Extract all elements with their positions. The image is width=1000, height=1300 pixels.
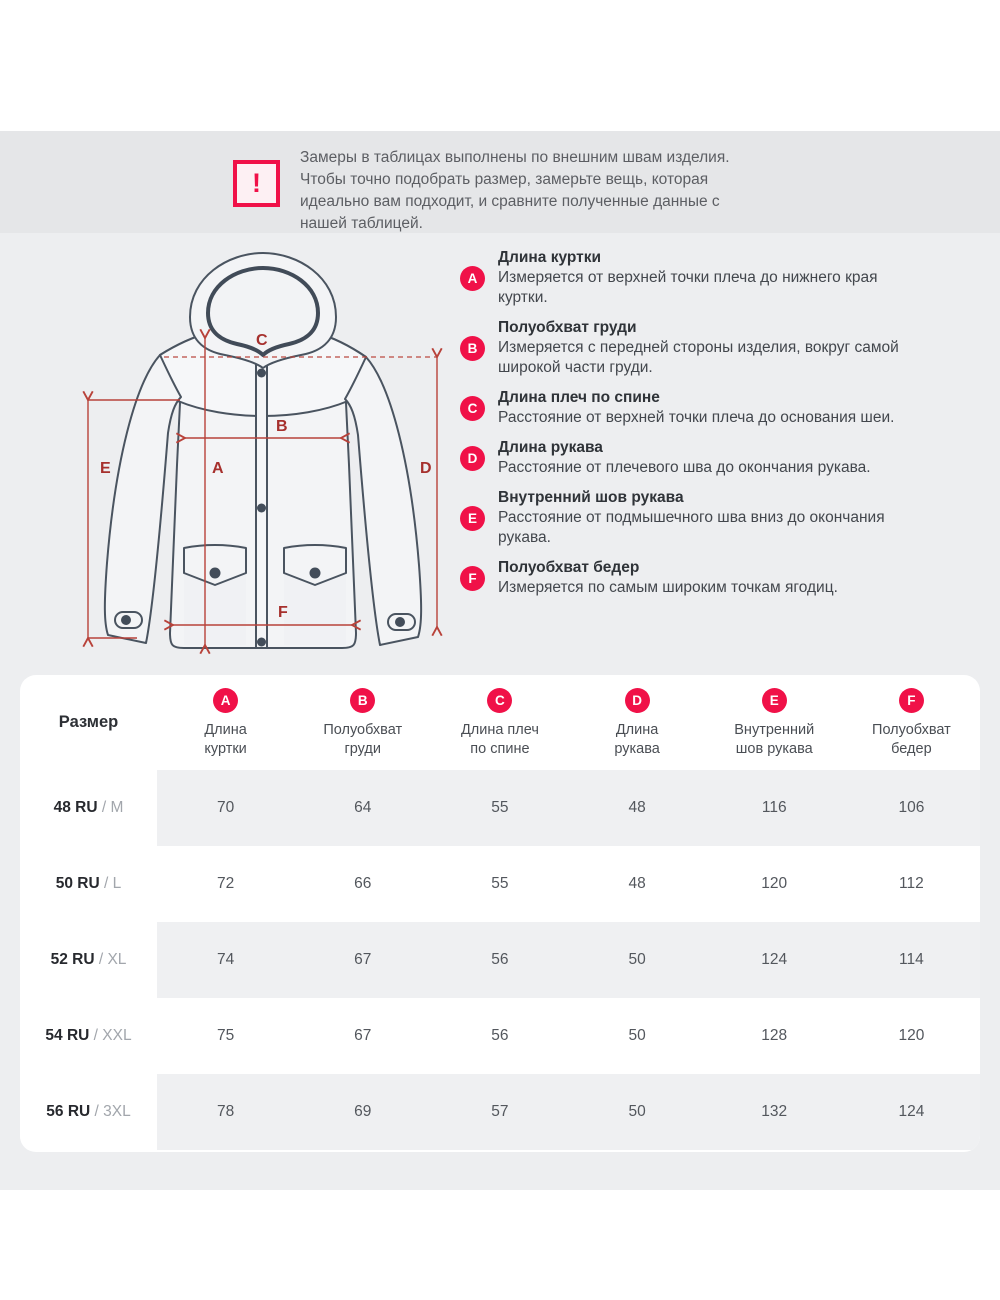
legend-title-e: Внутренний шов рукава — [498, 489, 684, 506]
legend-title-a: Длина куртки — [498, 249, 602, 266]
badge-a: A — [213, 688, 238, 713]
cell-value: 55 — [491, 875, 509, 892]
measure-label-B: B — [276, 418, 288, 435]
legend-desc-e: Расстояние от подмышечного шва вниз до окончания рукава. — [498, 509, 885, 546]
cell-value: 56 — [491, 951, 509, 968]
badge-d: D — [460, 446, 485, 471]
button-bottom — [257, 638, 266, 647]
legend-title-b: Полуобхват груди — [498, 319, 637, 336]
notice-line-2: Чтобы точно подобрать размер, замерьте вещь, которая идеально вам подходит, и сравните полученные данные с нашей таблицей. — [300, 171, 720, 232]
column-label-e: Внутренний шов рукава — [734, 722, 815, 757]
cell-value: 72 — [216, 875, 235, 892]
cell-value: 69 — [354, 1103, 372, 1120]
size-intl: / 3XL — [94, 1103, 131, 1120]
legend-title-c: Длина плеч по спине — [498, 389, 660, 406]
cell-value: 120 — [761, 875, 788, 892]
size-ru: 54 RU — [45, 1027, 90, 1044]
table-row — [20, 1074, 980, 1150]
cell-value: 78 — [216, 1103, 235, 1120]
cell-value: 124 — [761, 951, 788, 968]
cell-value: 56 — [491, 1027, 509, 1044]
cuff-button-right — [395, 617, 405, 627]
pocket-button-right — [310, 568, 321, 579]
cell-value: 64 — [354, 799, 372, 816]
legend-desc-a: Измеряется от верхней точки плеча до нижнего края куртки. — [498, 269, 878, 306]
legend-item-f — [460, 558, 980, 598]
pocket-button-left — [210, 568, 221, 579]
column-label-b: Полуобхват груди — [323, 722, 403, 757]
row-size-label — [20, 799, 157, 817]
cell-value: 116 — [761, 799, 787, 816]
badge-e: E — [460, 506, 485, 531]
cell-value: 74 — [216, 951, 235, 968]
cell-value: 50 — [628, 951, 646, 968]
sleeve-right — [345, 357, 421, 645]
legend-item-d — [460, 438, 980, 478]
column-header-e — [706, 675, 843, 770]
column-header-c — [431, 675, 568, 770]
cell-value: 114 — [899, 951, 924, 968]
column-label-f: Полуобхват бедер — [872, 722, 951, 757]
size-column-header: Размер — [58, 713, 119, 731]
size-ru: 56 RU — [46, 1103, 91, 1120]
cell-value: 67 — [354, 1027, 372, 1044]
column-header-a — [157, 675, 294, 770]
cell-value: 50 — [628, 1103, 646, 1120]
measure-label-D: D — [420, 460, 432, 477]
legend-title-d: Длина рукава — [498, 439, 603, 456]
size-table-header — [20, 675, 980, 770]
legend-item-e — [460, 488, 980, 548]
size-intl: / XXL — [93, 1027, 132, 1044]
cell-value: 128 — [761, 1027, 788, 1044]
table-row — [20, 846, 980, 922]
jacket-diagram — [60, 233, 470, 670]
measure-label-A: A — [212, 460, 224, 477]
size-ru: 50 RU — [55, 875, 100, 892]
notice-line-1: Замеры в таблицах выполнены по внешним швам изделия. — [300, 149, 730, 166]
column-header-d — [569, 675, 706, 770]
legend-desc-c: Расстояние от верхней точки плеча до основания шеи. — [498, 409, 895, 426]
legend-desc-f: Измеряется по самым широким точкам ягодиц. — [498, 579, 838, 596]
cell-value: 57 — [491, 1103, 509, 1120]
cuff-button-left — [121, 615, 131, 625]
button-top — [257, 369, 266, 378]
cell-value: 48 — [628, 875, 646, 892]
notice-banner — [0, 131, 1000, 233]
table-row — [20, 770, 980, 846]
button-middle — [257, 504, 266, 513]
column-header-b — [294, 675, 431, 770]
badge-d: D — [625, 688, 650, 713]
legend-desc-b: Измеряется с передней стороны изделия, вокруг самой широкой части груди. — [498, 339, 899, 376]
cell-value: 112 — [899, 875, 924, 892]
badge-b: B — [460, 336, 485, 361]
row-size-label — [20, 951, 157, 969]
row-size-label — [20, 1027, 157, 1045]
size-table — [20, 675, 980, 1152]
cell-value: 106 — [898, 799, 925, 816]
legend-item-c — [460, 388, 980, 428]
badge-e: E — [762, 688, 787, 713]
measure-label-C: C — [256, 332, 268, 349]
cell-value: 66 — [354, 875, 372, 892]
legend-item-a — [460, 248, 980, 308]
legend-title-f: Полуобхват бедер — [498, 559, 640, 576]
size-ru: 48 RU — [53, 799, 98, 816]
legend-item-b — [460, 318, 980, 378]
notice-text — [300, 147, 765, 235]
size-intl: / L — [104, 875, 122, 892]
cell-value: 55 — [491, 799, 509, 816]
column-header-f — [843, 675, 980, 770]
cell-value: 67 — [354, 951, 372, 968]
cell-value: 124 — [898, 1103, 925, 1120]
badge-c: C — [460, 396, 485, 421]
badge-b: B — [350, 688, 375, 713]
sleeve-left — [105, 355, 181, 643]
row-size-label — [20, 1103, 157, 1121]
badge-a: A — [460, 266, 485, 291]
row-size-label — [20, 875, 157, 893]
table-row — [20, 922, 980, 998]
legend-desc-d: Расстояние от плечевого шва до окончания рукава. — [498, 459, 871, 476]
column-label-c: Длина плеч по спине — [460, 722, 539, 757]
cell-value: 120 — [898, 1027, 925, 1044]
measure-label-F: F — [278, 604, 288, 621]
table-row — [20, 998, 980, 1074]
cell-value: 75 — [216, 1027, 235, 1044]
cell-value: 70 — [216, 799, 235, 816]
size-ru: 52 RU — [50, 951, 95, 968]
size-intl: / M — [101, 799, 124, 816]
cell-value: 48 — [628, 799, 646, 816]
cell-value: 50 — [628, 1027, 646, 1044]
cell-value: 132 — [761, 1103, 788, 1120]
column-label-d: Длина рукава — [614, 722, 660, 757]
jacket-svg — [60, 233, 470, 670]
measurement-legend — [460, 248, 980, 598]
column-label-a: Длина куртки — [204, 722, 247, 757]
badge-c: C — [487, 688, 512, 713]
badge-f: F — [899, 688, 924, 713]
exclamation-icon: ! — [233, 160, 280, 207]
measure-label-E: E — [100, 460, 111, 477]
badge-f: F — [460, 566, 485, 591]
size-intl: / XL — [98, 951, 127, 968]
